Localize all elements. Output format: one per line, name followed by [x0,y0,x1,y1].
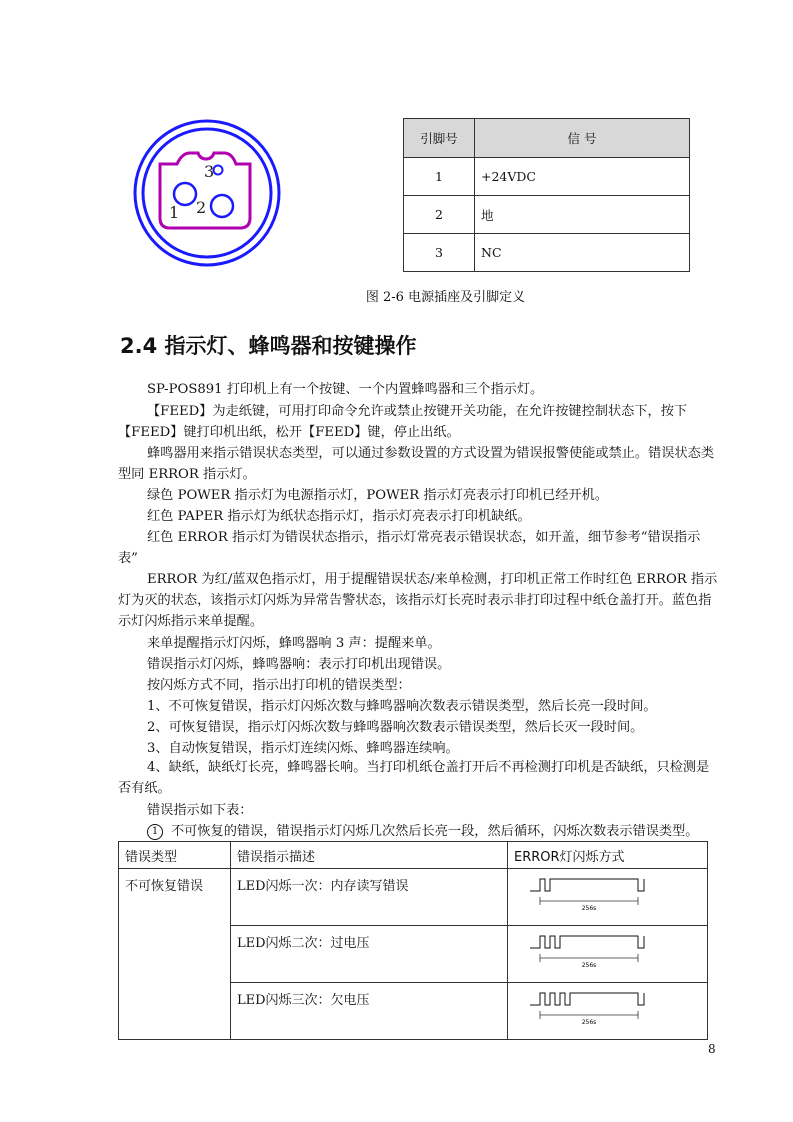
signal-cell: 地 [475,196,690,234]
period-label: 256s [581,1019,597,1026]
table-row [119,869,708,926]
table-header-row [404,119,690,158]
error-description-header: 错误指示描述 [231,842,508,869]
power-socket-diagram [132,118,282,268]
signal-cell: NC [475,234,690,272]
error-description-cell: LED闪烁二次：过电压 [231,926,508,983]
flash-waveform-1 [530,873,670,913]
pin-number-cell: 3 [404,234,475,272]
circled-number-marker: 1 [147,824,163,840]
note-line [147,820,699,840]
section-heading: 2.4 指示灯、蜂鸣器和按键操作 [120,334,417,358]
text-line: 错误指示如下表： [147,803,253,818]
paragraph: 4、缺纸，缺纸灯长亮，蜂鸣器长响。当打印机纸仓盖打开后不再检测打印机是否缺纸，只检测是否有纸。 [118,760,710,796]
paragraph: 绿色 POWER 指示灯为电源指示灯，POWER 指示灯亮表示打印机已经开机。 [147,488,609,503]
pin-number-cell: 2 [404,196,475,234]
text-line: 1、不可恢复错误，指示灯闪烁次数与蜂鸣器响次数表示错误类型，然后长亮一段时间。 [147,699,657,714]
paragraph: 红色 ERROR 指示灯为错误状态指示，指示灯常亮表示错误状态，如开盖，细节参考“错误指示表” [118,530,701,566]
note-text: 不可恢复的错误，错误指示灯闪烁几次然后长亮一段，然后循环，闪烁次数表示错误类型。 [171,824,699,839]
waveform-trace [530,879,644,891]
text-line: 2、可恢复错误，指示灯闪烁次数与蜂鸣器响次数表示错误类型，然后长灭一段时间。 [147,720,644,735]
flash-pattern-cell [508,926,708,983]
flash-waveform-3 [530,987,670,1027]
error-indication-table [118,841,708,1040]
paragraph: 蜂鸣器用来指示错误状态类型，可以通过参数设置的方式设置为错误报警使能或禁止。错误状态类型同 ERROR 指示灯。 [118,446,715,482]
pin-3-label: 3 [204,162,215,181]
flash-pattern-cell [508,983,708,1040]
figure-caption: 图 2-6 电源插座及引脚定义 [365,290,526,305]
pin-2-hole [211,195,233,217]
pin-number-header: 引脚号 [404,119,475,158]
socket-outer-ring [135,121,279,265]
paragraph: 【FEED】为走纸键，可用打印命令允许或禁止按键开关功能，在允许按键控制状态下，按下【FEED】键打印机出纸，松开【FEED】键，停止出纸。 [118,404,688,440]
error-type-cell: 不可恢复错误 [119,869,231,1040]
signal-header: 信 号 [475,119,690,158]
table-row [404,196,690,234]
error-description-cell: LED闪烁一次：内存读写错误 [231,869,508,926]
flash-pattern-header: ERROR灯闪烁方式 [508,842,708,869]
table-row [404,234,690,272]
table-header-row [119,842,708,869]
pin-number-cell: 1 [404,158,475,196]
signal-cell: +24VDC [475,158,690,196]
text-line: 按闪烁方式不同，指示出打印机的错误类型： [147,678,411,693]
flash-waveform-2 [530,930,670,970]
paragraph: ERROR 为红/蓝双色指示灯，用于提醒错误状态/来单检测，打印机正常工作时红色 ERROR 指示灯为灭的状态，该指示灯闪烁为异常告警状态，该指示灯长亮时表示非打印过程中纸仓盖打开。蓝色指示灯闪烁指示来单提醒。 [118,572,718,629]
pin-2-label: 2 [196,198,207,217]
pin-1-hole [174,183,196,205]
flash-pattern-cell [508,869,708,926]
waveform-trace [530,993,644,1005]
pin-1-label: 1 [169,203,180,222]
text-line: 错误指示灯闪烁，蜂鸣器响：表示打印机出现错误。 [147,657,451,672]
error-type-header: 错误类型 [119,842,231,869]
paragraph: SP-POS891 打印机上有一个按键、一个内置蜂鸣器和三个指示灯。 [147,382,544,397]
paragraph: 红色 PAPER 指示灯为纸状态指示灯，指示灯亮表示打印机缺纸。 [147,509,531,524]
error-description-cell: LED闪烁三次：欠电压 [231,983,508,1040]
pin-definition-table [403,118,690,272]
table-row [404,158,690,196]
waveform-trace [530,936,644,948]
text-line: 3、自动恢复错误，指示灯连续闪烁、蜂鸣器连续响。 [147,741,459,756]
text-line: 来单提醒指示灯闪烁，蜂鸣器响 3 声：提醒来单。 [147,636,441,651]
page-number: 8 [708,1042,716,1056]
period-label: 256s [581,905,597,912]
socket-inner-ring [143,129,271,257]
pin-3-hole [214,166,223,175]
period-label: 256s [581,962,597,969]
